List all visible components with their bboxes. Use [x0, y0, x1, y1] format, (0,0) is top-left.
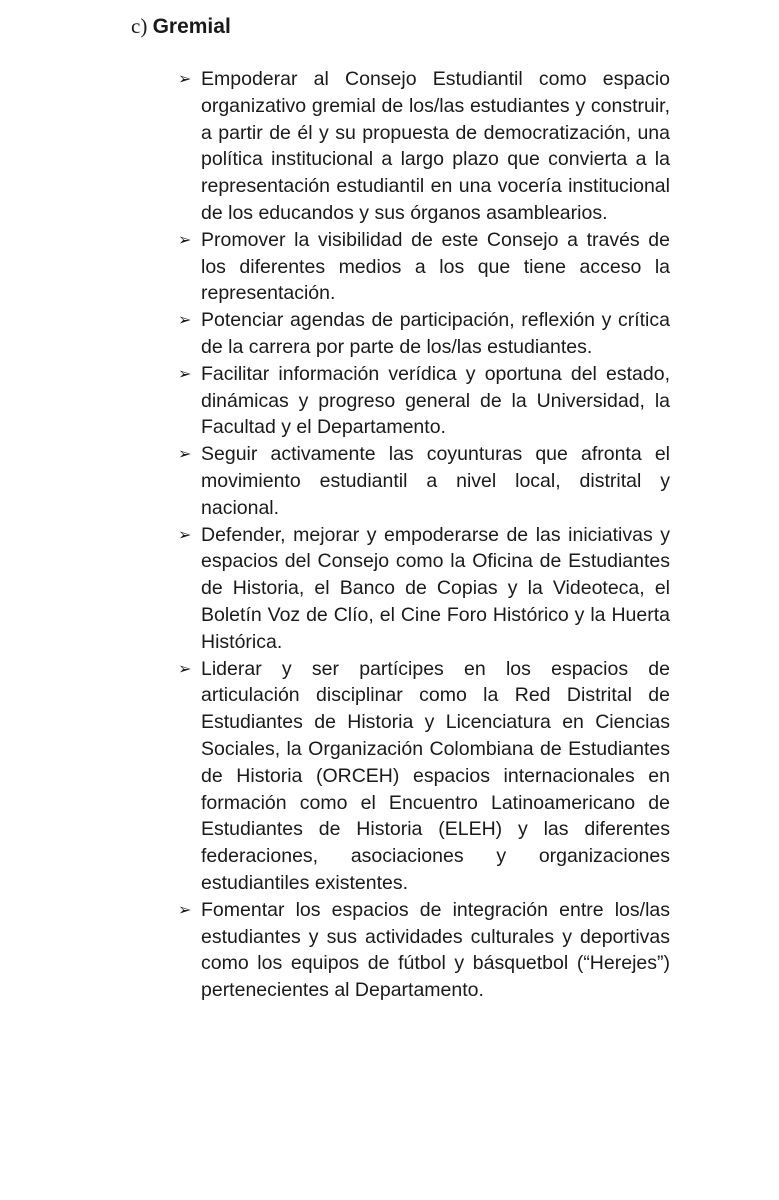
arrow-bullet-icon: ➢ — [178, 363, 192, 383]
arrow-bullet-icon: ➢ — [178, 69, 192, 88]
section-marker: c) — [131, 14, 148, 38]
list-item-text: Facilitar información verídica y oportuna del estado, dinámicas y progreso general de la Universidad, la Facultad y el Departamento. — [201, 362, 670, 439]
list-item-text: Fomentar los espacios de integración entre los/las estudiantes y sus actividades culturales y deportivas como los equipos de fútbol y básquetbol (“Herejes”) pertenecientes al Departamento. — [201, 898, 670, 1002]
arrow-bullet-icon: ➢ — [178, 524, 192, 544]
list-item — [178, 361, 670, 441]
arrow-bullet-icon: ➢ — [178, 444, 192, 464]
section-heading — [131, 11, 231, 42]
arrow-bullet-icon: ➢ — [178, 310, 192, 330]
objectives-list — [178, 66, 670, 1004]
list-item-text: Potenciar agendas de participación, reflexión y crítica de la carrera por parte de los/las estudiantes. — [201, 309, 670, 358]
list-item — [178, 522, 670, 656]
arrow-bullet-icon: ➢ — [178, 229, 192, 249]
list-item — [178, 66, 670, 227]
arrow-bullet-icon: ➢ — [178, 899, 192, 919]
list-item-text: Liderar y ser partícipes en los espacios de articulación disciplinar como la Red Distrital de Estudiantes de Historia y Licenciatura en Ciencias Sociales, la Organización Colombiana de Estudiantes de Historia (ORCEH) espacios internacionales en formación como el Encuentro Latinoamericano de Estudiantes de Historia (ELEH) y las diferentes federaciones, asociaciones y organizaciones estudiantiles existentes. — [201, 657, 670, 894]
list-item-text: Seguir activamente las coyunturas que afronta el movimiento estudiantil a nivel local, distrital y nacional. — [201, 443, 670, 519]
list-item — [178, 656, 670, 897]
list-item-text: Defender, mejorar y empoderarse de las iniciativas y espacios del Consejo como la Oficina de Estudiantes de Historia, el Banco de Copias y la Videoteca, el Boletín Voz de Clío, el Cine Foro Histórico y la Huerta Histórica. — [201, 523, 670, 653]
list-item-text: Empoderar al Consejo Estudiantil como espacio organizativo gremial de los/las estudiantes y construir, a partir de él y su propuesta de democratización, una política institucional a largo plazo que convierta a la representación estudiantil en una vocería institucional de los educandos y sus órganos asamblearios. — [201, 68, 670, 224]
list-item — [178, 441, 670, 521]
section-title: Gremial — [152, 15, 231, 38]
list-item — [178, 227, 670, 307]
list-item — [178, 897, 670, 1004]
list-item — [178, 307, 670, 361]
list-item-text: Promover la visibilidad de este Consejo a través de los diferentes medios a los que tiene acceso la representación. — [201, 228, 670, 305]
arrow-bullet-icon: ➢ — [178, 658, 192, 678]
